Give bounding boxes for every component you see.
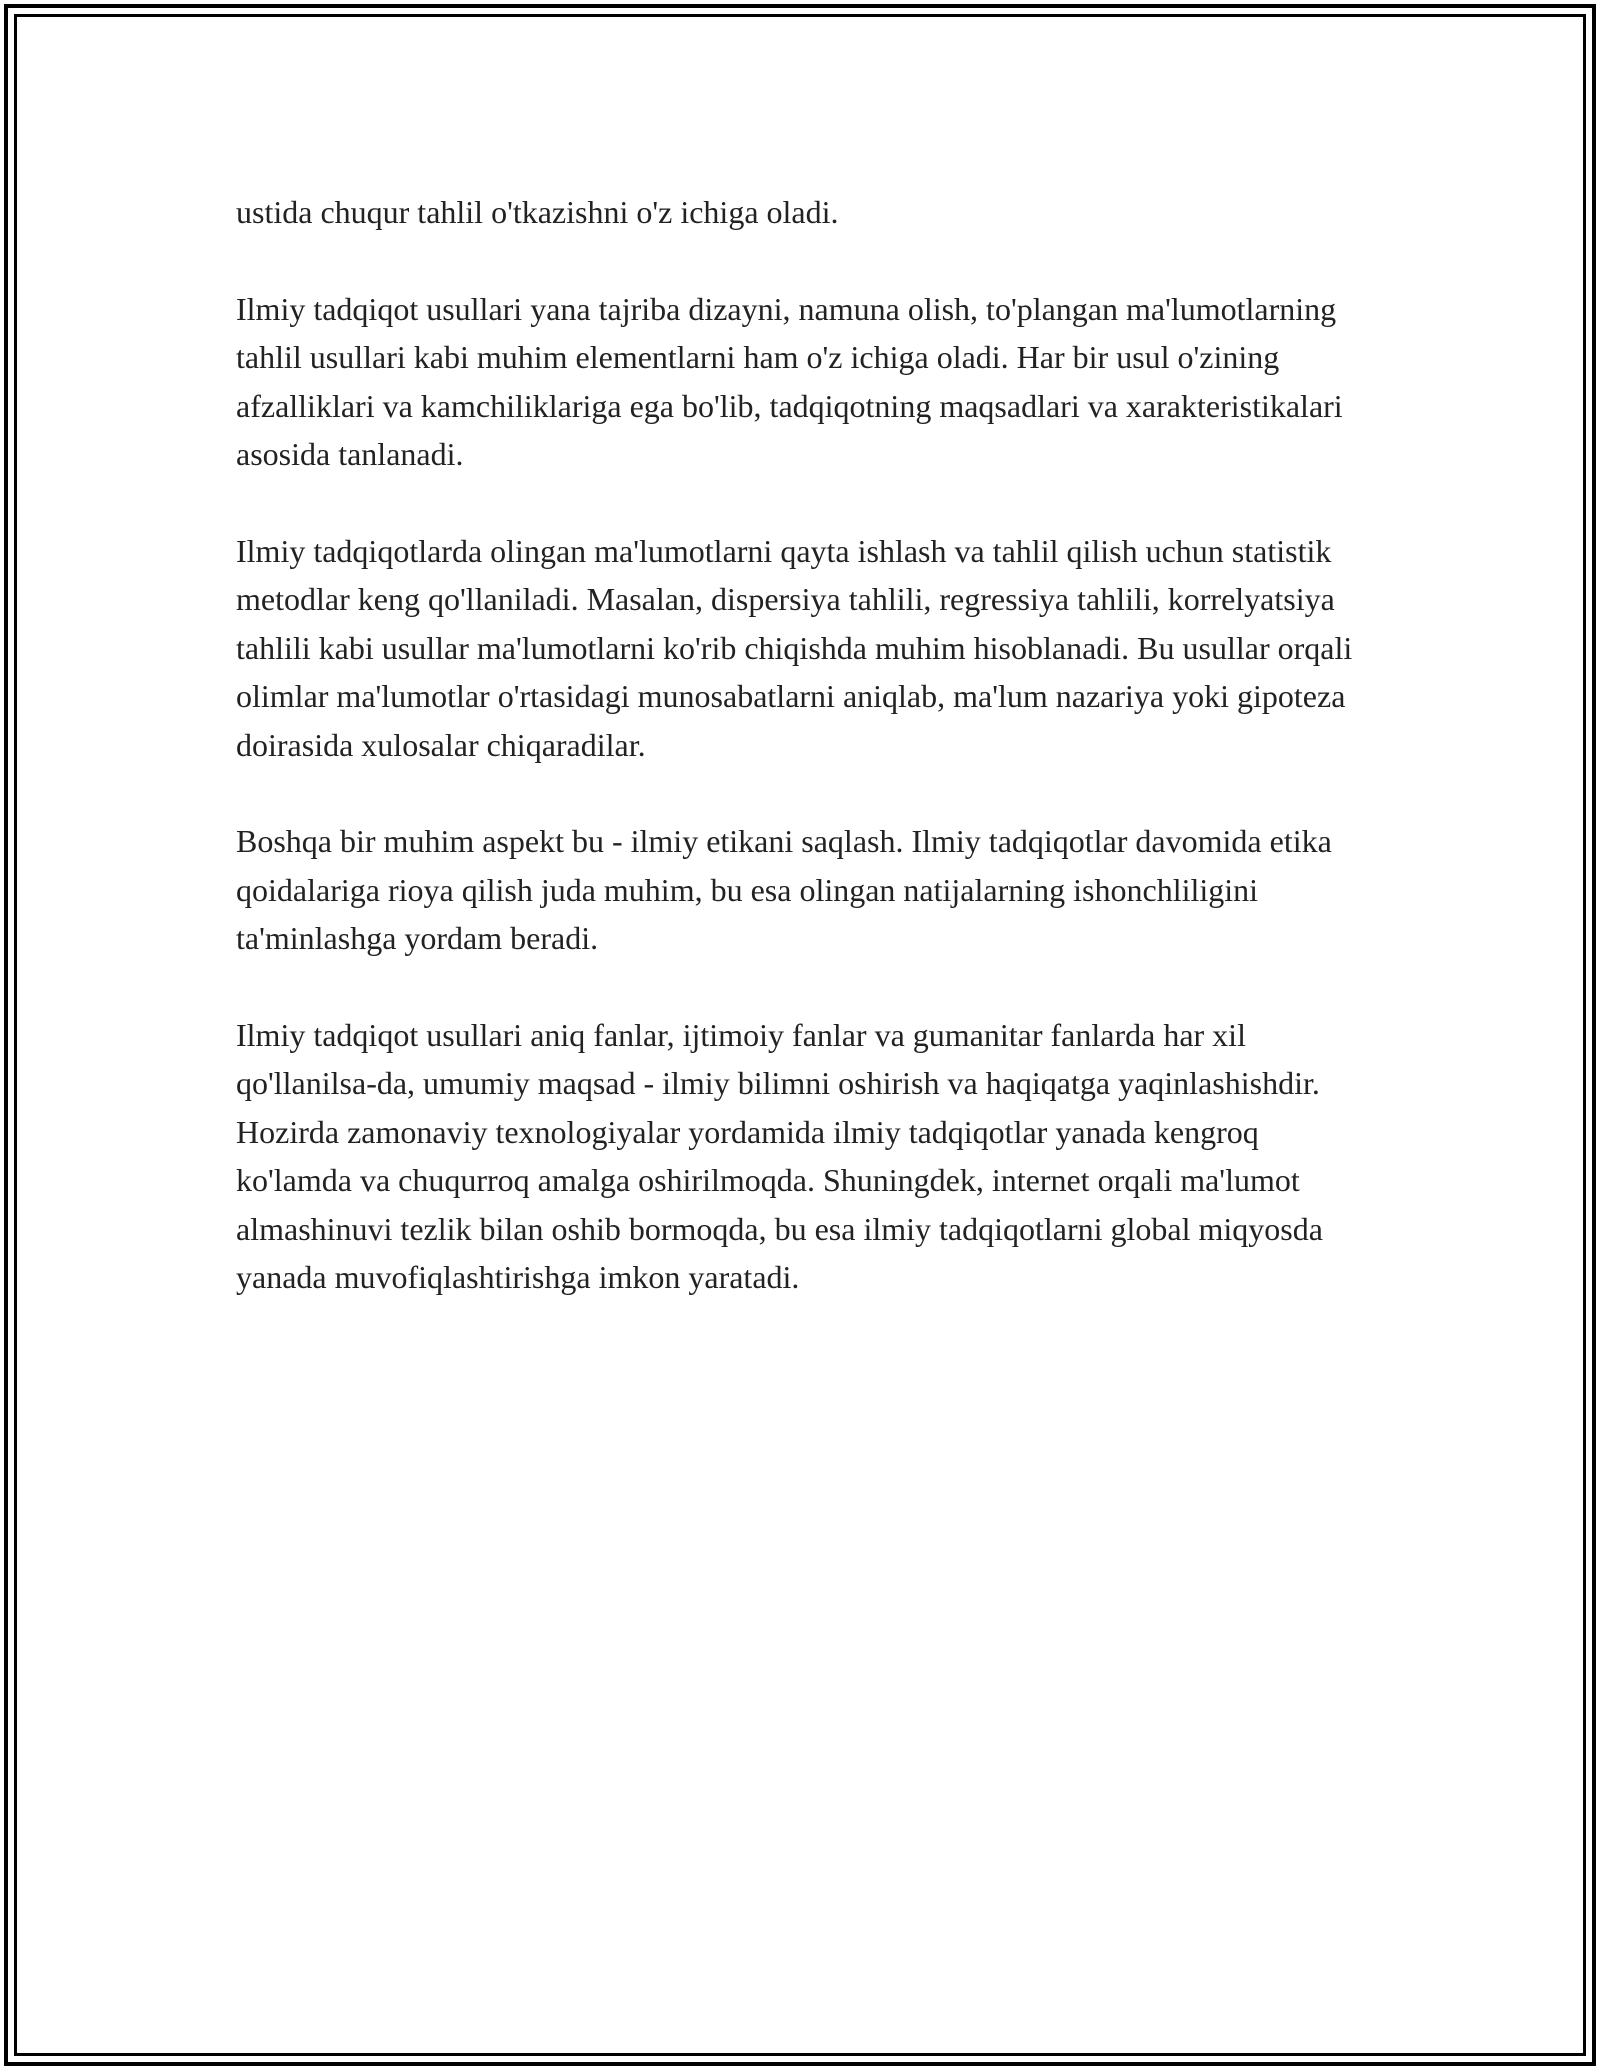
paragraph-4: Boshqa bir muhim aspekt bu - ilmiy etikani saqlash. Ilmiy tadqiqotlar davomida etika qoidalariga rioya qilish juda muhim, bu esa olingan natijalarning ishonchliligini ta'minlashga yordam beradi. <box>236 823 1332 956</box>
page-body <box>236 188 1366 1302</box>
paragraph-2: Ilmiy tadqiqot usullari yana tajriba dizayni, namuna olish, to'plangan ma'lumotlarning tahlil usullari kabi muhim elementlarni ham o'z ichiga oladi. Har bir usul o'zining afzalliklari va kamchiliklariga ega bo'lib, tadqiqotning maqsadlari va xarakteristikalari asosida tanlanadi. <box>236 290 1343 472</box>
paragraph-3: Ilmiy tadqiqotlarda olingan ma'lumotlarni qayta ishlash va tahlil qilish uchun statistik metodlar keng qo'llaniladi. Masalan, dispersiya tahlili, regressiya tahlili, korrelyatsiya tahlili kabi usullar ma'lumotlarni ko'rib chiqishda muhim hisoblanadi. Bu usullar orqali olimlar ma'lumotlar o'rtasidagi munosabatlarni aniqlab, ma'lum nazariya yoki gipoteza doirasida xulosalar chiqaradilar. <box>236 532 1353 763</box>
paragraph-1: ustida chuqur tahlil o'tkazishni o'z ichiga oladi. <box>236 194 839 230</box>
paragraph-5: Ilmiy tadqiqot usullari aniq fanlar, ijtimoiy fanlar va gumanitar fanlarda har xil qo'llanilsa-da, umumiy maqsad - ilmiy bilimni oshirish va haqiqatga yaqinlashishdir. Hozirda zamonaviy texnologiyalar yordamida ilmiy tadqiqotlar yanada kengroq ko'lamda va chuqurroq amalga oshirilmoqda. Shuningdek, internet orqali ma'lumot almashinuvi tezlik bilan oshib bormoqda, bu esa ilmiy tadqiqotlarni global miqyosda yanada muvofiqlashtirishga imkon yaratadi. <box>236 1016 1323 1295</box>
